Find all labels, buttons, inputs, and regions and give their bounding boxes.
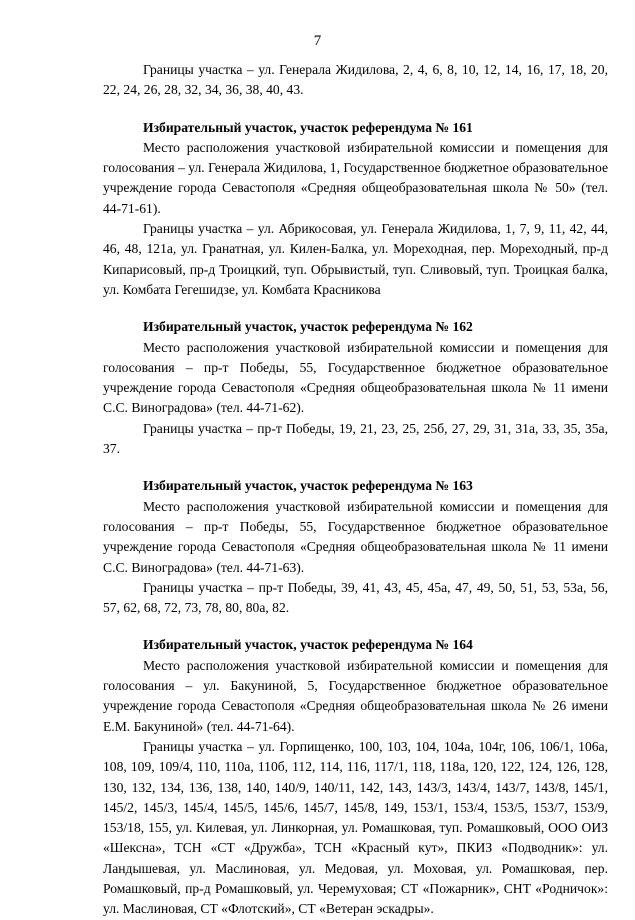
section-location: Место расположения участковой избирательной комиссии и помещения для голосования – ул. Бакуниной, 5, Государственное бюджетное образовательное учреждение города Севастополя «Средняя общеобразовательная школа № 26 имени Е.М. Бакуниной» (тел. 44-71-64).	[103, 657, 608, 734]
section-163	[103, 476, 608, 618]
section-boundaries: Границы участка – пр-т Победы, 39, 41, 43, 45, 45а, 47, 49, 50, 51, 53, 53а, 56, 57, 62, 68, 72, 73, 78, 80, 80а, 82.	[103, 579, 608, 616]
section-boundaries: Границы участка – ул. Горпищенко, 100, 103, 104, 104а, 104г, 106, 106/1, 106а, 108, 109, 109/4, 110, 110а, 110б, 112, 114, 116, 117/1, 118, 118а, 120, 122, 124, 126, 128, 130, 132, 134, 136, 138, 140, 140/9, 140/11, 142, 143, 143/3, 143/4, 143/7, 143/8, 145/1, 145/2, 145/3, 145/4, 145/5, 145/6, 145/7, 145/8, 149, 153/1, 153/4, 153/5, 153/7, 153/9, 153/18, 155, ул. Килевая, ул. Линкорная, ул. Ромашковая, туп. Ромашковый, ООО ОИЗ «Шексна», ТСН «СТ «Дружба», ТСН «Красный кут», ПКИЗ «Подводник»: ул. Ландышевая, ул. Маслиновая, ул. Медовая, ул. Моховая, ул. Ромашковая, пер. Ромашковый, пр-д Ромашковый, ул. Черемуховая; СТ «Пожарник», СНТ «Родничок»: ул. Маслиновая, СТ «Флотский», СТ «Ветеран эскадры».	[103, 738, 608, 917]
section-location: Место расположения участковой избирательной комиссии и помещения для голосования – пр-т Победы, 55, Государственное бюджетное образовательное учреждение города Севастополя «Средняя общеобразовательная школа № 11 имени С.С. Виноградова» (тел. 44-71-63).	[103, 498, 608, 575]
section-heading: Избирательный участок, участок референдума № 162	[143, 319, 473, 335]
section-heading: Избирательный участок, участок референдума № 164	[143, 637, 473, 653]
section-heading: Избирательный участок, участок референдума № 163	[143, 478, 473, 494]
section-location: Место расположения участковой избирательной комиссии и помещения для голосования – пр-т Победы, 55, Государственное бюджетное образовательное учреждение города Севастополя «Средняя общеобразовательная школа № 11 имени С.С. Виноградова» (тел. 44-71-62).	[103, 339, 608, 416]
section-164	[103, 635, 608, 919]
section-boundaries: Границы участка – пр-т Победы, 19, 21, 23, 25, 25б, 27, 29, 31, 31а, 33, 35, 35а, 37.	[103, 420, 608, 457]
intro-boundaries: Границы участка – ул. Генерала Жидилова, 2, 4, 6, 8, 10, 12, 14, 16, 17, 18, 20, 22, 24, 26, 28, 32, 34, 36, 38, 40, 43.	[103, 62, 608, 98]
spacer	[103, 101, 608, 118]
spacer	[103, 618, 608, 635]
spacer	[103, 459, 608, 476]
section-boundaries: Границы участка – ул. Абрикосовая, ул. Генерала Жидилова, 1, 7, 9, 11, 42, 44, 46, 48, 121а, ул. Гранатная, ул. Килен-Балка, ул. Мореходная, пер. Мореходный, пр-д Кипарисовый, пр-д Троицкий, туп. Обрывистый, туп. Сливовый, туп. Троицкая балка, ул. Комбата Гегешидзе, ул. Комбата Красникова	[103, 221, 608, 297]
section-162	[103, 317, 608, 459]
page-number: 7	[313, 33, 322, 49]
spacer	[103, 300, 608, 317]
document-body	[103, 60, 608, 920]
section-161	[103, 118, 608, 301]
section-location: Место расположения участковой избирательной комиссии и помещения для голосования – ул. Генерала Жидилова, 1, Государственное бюджетное образовательное учреждение города Севастополя «Средняя общеобразовательная школа № 50» (тел. 44-71-61).	[103, 139, 608, 216]
section-heading: Избирательный участок, участок референдума № 161	[143, 119, 473, 135]
